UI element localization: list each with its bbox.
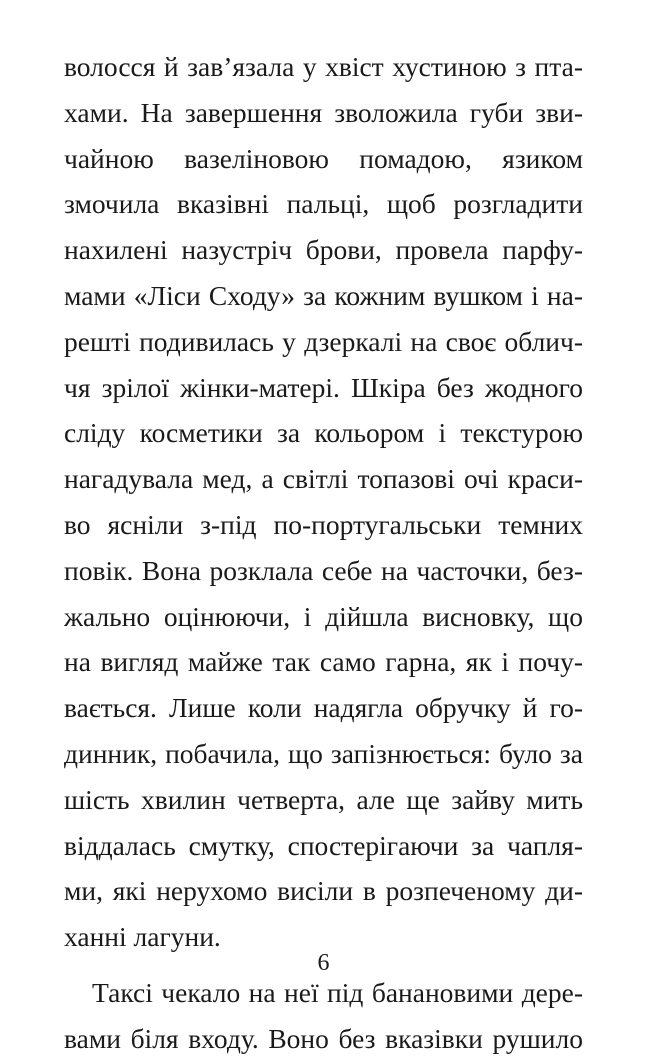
text-line: чайною вазеліновою помадою, язиком	[64, 142, 583, 174]
text-line: ханні лагуни.	[64, 921, 221, 953]
text-line: хами. На завершення зволожила губи зви-	[64, 96, 583, 128]
text-line: мами «Ліси Сходу» за кожним вушком і на-	[64, 279, 583, 311]
text-line: решті подивилась у дзеркалі на своє облич-	[64, 325, 583, 357]
text-line: жально оцінюючи, і дійшла висновку, що	[64, 600, 583, 632]
text-line: Таксі чекало на неї під банановими дере-	[92, 976, 583, 1008]
text-line: шість хвилин четверта, але ще зайву мить	[64, 783, 583, 815]
text-line: віддалась смутку, спостерігаючи за чапля-	[64, 829, 583, 861]
text-line: нахилені назустріч брови, провела парфу-	[64, 234, 583, 266]
paragraph	[64, 44, 583, 960]
text-line: волосся й зав’язала у хвіст хустиною з пта-	[64, 51, 583, 82]
text-line: динник, побачила, що запізнюється: було за	[64, 737, 583, 769]
text-line: сліду косметики за кольором і текстурою	[64, 417, 583, 449]
text-line: ми, які нерухомо висіли в розпеченому ди-	[64, 875, 583, 907]
text-line: змочила вказівні пальці, щоб розгладити	[64, 188, 583, 220]
text-line: вами біля входу. Воно без вказівки рушило	[64, 1022, 583, 1054]
page-body	[64, 44, 583, 1062]
text-line: чя зрілої жінки-матері. Шкіра без жодного	[64, 371, 583, 403]
text-line: нагадувала мед, а світлі топазові очі краси-	[64, 463, 583, 495]
text-line: вається. Лише коли надягла обручку й го-	[64, 692, 583, 724]
text-line: на вигляд майже так само гарна, як і почу-	[64, 646, 583, 678]
text-line: повік. Вона розклала себе на часточки, без-	[64, 554, 583, 586]
text-line: во ясніли з-під по-португальськи темних	[64, 508, 583, 540]
paragraph	[64, 970, 583, 1062]
page-number: 6	[317, 950, 330, 976]
